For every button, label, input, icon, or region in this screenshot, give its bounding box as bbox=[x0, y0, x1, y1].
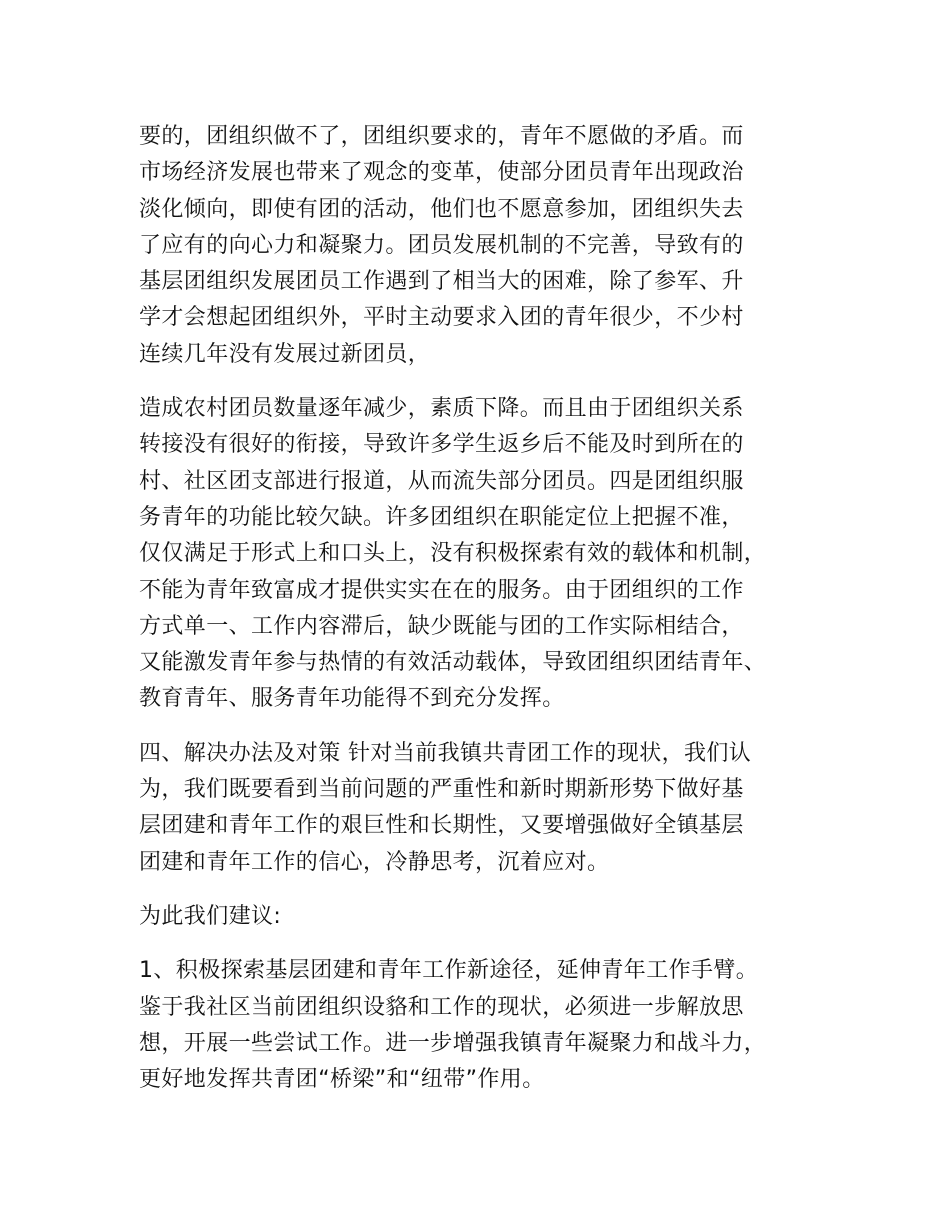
text-line: 为此我们建议: bbox=[139, 903, 282, 929]
text-line: 要的，团组织做不了，团组织要求的，青年不愿做的矛盾。而 bbox=[139, 124, 744, 149]
text-line: 团建和青年工作的信心，冷静思考，沉着应对。 bbox=[139, 849, 610, 875]
paragraph-2 bbox=[139, 391, 824, 718]
text-line: 学才会想起团组织外，平时主动要求入团的青年很少，不少村 bbox=[139, 305, 744, 331]
text-line: 教育青年、服务青年功能得不到充分发挥。 bbox=[139, 686, 565, 712]
text-line: 为，我们既要看到当前问题的严重性和新时期新形势下做好基 bbox=[139, 777, 744, 803]
text-line: 方式单一、工作内容滞后，缺少既能与团的工作实际相结合， bbox=[139, 613, 744, 639]
text-line: 仅仅满足于形式上和口头上，没有积极探索有效的载体和机制， bbox=[139, 541, 767, 567]
text-line: 造成农村团员数量逐年减少，素质下降。而且由于团组织关系 bbox=[139, 396, 744, 422]
text-line: 更好地发挥共青团“桥梁”和“纽带”作用。 bbox=[139, 1067, 545, 1093]
paragraph-4 bbox=[139, 899, 824, 935]
text-line: 淡化倾向，即使有团的活动，他们也不愿意参加，团组织失去 bbox=[139, 196, 744, 222]
text-line: 村、社区团支部进行报道，从而流失部分团员。四是团组织服 bbox=[139, 468, 744, 494]
text-line: 基层团组织发展团员工作遇到了相当大的困难，除了参军、升 bbox=[139, 269, 744, 295]
text-line: 1、积极探索基层团建和青年工作新途径，延伸青年工作手臂。 bbox=[139, 958, 759, 984]
text-line: 四、解决办法及对策 针对当前我镇共青团工作的现状，我们认 bbox=[139, 740, 752, 766]
paragraph-1 bbox=[139, 119, 824, 373]
text-line: 鉴于我社区当前团组织设貉和工作的现状，必须进一步解放思 bbox=[139, 994, 744, 1020]
text-line: 不能为青年致富成才提供实实在在的服务。由于团组织的工作 bbox=[139, 577, 744, 603]
text-line: 连续几年没有发展过新团员， bbox=[139, 341, 431, 367]
text-line: 想，开展一些尝试工作。进一步增强我镇青年凝聚力和战斗力， bbox=[139, 1030, 767, 1056]
text-line: 又能激发青年参与热情的有效活动载体，导致团组织团结青年、 bbox=[139, 650, 767, 676]
document-body bbox=[139, 119, 824, 1098]
text-line: 了应有的向心力和凝聚力。团员发展机制的不完善，导致有的 bbox=[139, 232, 744, 258]
text-line: 转接没有很好的衔接，导致许多学生返乡后不能及时到所在的 bbox=[139, 432, 744, 458]
paragraph-5 bbox=[139, 953, 824, 1098]
text-line: 务青年的功能比较欠缺。许多团组织在职能定位上把握不准， bbox=[139, 504, 744, 530]
text-line: 市场经济发展也带来了观念的变革，使部分团员青年出现政治 bbox=[139, 160, 744, 186]
paragraph-3 bbox=[139, 736, 824, 881]
text-line: 层团建和青年工作的艰巨性和长期性，又要增强做好全镇基层 bbox=[139, 813, 744, 839]
